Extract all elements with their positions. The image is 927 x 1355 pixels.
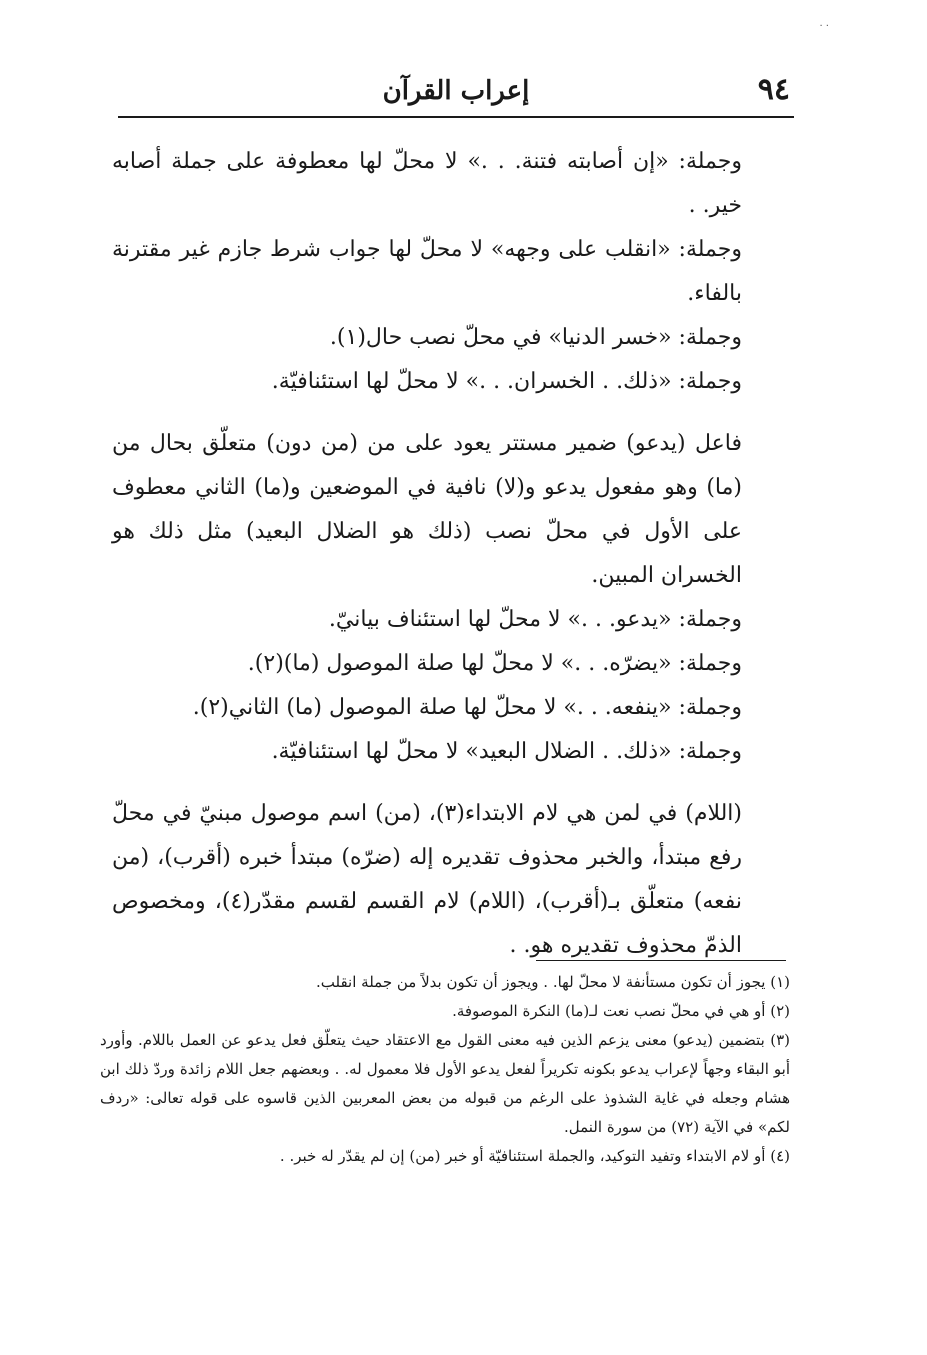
footnote: (٢) أو هي في محلّ نصب نعت لـ(ما) النكرة الموصوفة. (452, 1002, 790, 1020)
running-title: إعراب القرآن (382, 76, 530, 106)
text-paragraph: (اللام) في لمن هي لام الابتداء(٣)، (من) اسم موصول مبنيّ في محلّ رفع مبتدأ، والخبر محذوف تقديره إله (ضرّه) مبتدأ خبره (أقرب)، (من نفعه) متعلّق بـ(أقرب)، (اللام) لام القسم لقسم مقدّر(٤)، ومخصوص الذمّ محذوف تقديره هو. . (112, 801, 743, 958)
footnote: (١) يجوز أن تكون مستأنفة لا محلّ لها. . ويجوز أن تكون بدلاً من جملة انقلب. (316, 973, 790, 991)
text-line: وجملة: «يضرّه. . .» لا محلّ لها صلة الموصول (ما)(٢). (247, 651, 742, 676)
text-line: وجملة: «ينفعه. . .» لا محلّ لها صلة الموصول (ما) الثاني(٢). (192, 695, 742, 720)
text-line: وجملة: «إن أصابته فتنة. . .» لا محلّ لها معطوفة على جملة أصابه خير. . (112, 149, 742, 218)
text-paragraph: فاعل (يدعو) ضمير مستتر يعود على من (من دون) متعلّق بحال من (ما) وهو مفعول يدعو و(لا) نافية في الموضعين و(ما) الثاني معطوف على الأول في محلّ نصب (ذلك هو الضلال البعيد) مثل ذلك هو الخسران المبين. (112, 431, 742, 588)
text-line: وجملة: «انقلب على وجهه» لا محلّ لها جواب شرط جازم غير مقترنة بالفاء. (112, 237, 742, 306)
page-header (118, 66, 794, 118)
text-line: وجملة: «يدعو. . .» لا محلّ لها استئناف بيانيّ. (328, 607, 742, 632)
text-line: وجملة: «ذلك. . الخسران. . .» لا محلّ لها استئنافيّة. (271, 369, 742, 394)
spacer (112, 404, 742, 422)
text-line: وجملة: «ذلك. . الضلال البعيد» لا محلّ لها استئنافيّة. (271, 739, 742, 764)
footnote-divider (536, 960, 786, 961)
footnotes (100, 968, 790, 1171)
scan-mark: . . (819, 18, 829, 29)
main-text (112, 140, 742, 968)
page-number: ٩٤ (757, 72, 790, 107)
text-line: وجملة: «خسر الدنيا» في محلّ نصب حال(١). (329, 325, 742, 350)
spacer (112, 774, 742, 792)
footnote: (٤) أو لام الابتداء وتفيد التوكيد، والجملة استئنافيّة أو خبر (من) إن لم يقدّر له خبر. . (279, 1147, 790, 1165)
footnote: (٣) بتضمين (يدعو) معنى يزعم الذين فيه معنى القول مع الاعتقاد حيث يتعلّق فعل يدعو عن العمل باللام. وأورد أبو البقاء وجهاً لإعراب يدعو بكونه تكريراً لفعل يدعو الأول فلا معمول له. . وبعضهم جعل اللام زائدة وردّ ذلك ابن هشام وجعله في غاية الشذوذ على الرغم من قبوله من بعض المعربين الذين قاسوه على قوله تعالى: «ردف لكم» في الآية (٧٢) من سورة النمل. (100, 1031, 790, 1136)
